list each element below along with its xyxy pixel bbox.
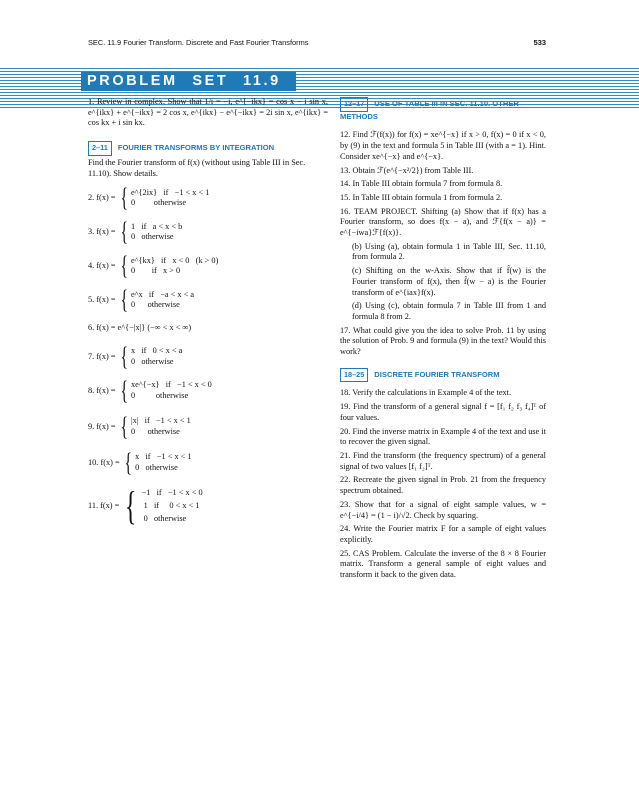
problem-13: 13. Obtain ℱ(e^{−x²/2}) from Table III. [340, 165, 474, 175]
case-2: 0 otherwise [135, 462, 178, 472]
case-1: x if 0 < x < a [130, 346, 183, 356]
header-section: SEC. 11.9 Fourier Transform. Discrete and Fast Fourier Transforms [88, 38, 309, 47]
case-2: 0 otherwise [130, 426, 180, 436]
problem-25: 25. CAS Problem. Calculate the inverse of the 8 × 8 Fourier matrix. Transform a general sample of eight values and transform it back to the given data. [340, 548, 546, 580]
title-word-2: SET [192, 73, 229, 89]
case-2: 0 otherwise [130, 232, 174, 242]
problem-15: 15. In Table III obtain formula 1 from formula 2. [340, 192, 503, 202]
problem-9 [88, 411, 328, 441]
section-number-box: 18–25 [340, 368, 368, 383]
left-column [88, 97, 328, 526]
problem-11-lhs: 11. f(x) = [88, 500, 120, 510]
problem-24: 24. Write the Fourier matrix F for a sample of eight values explicitly. [340, 524, 546, 544]
section-title: USE OF TABLE III IN SEC. 11.10. OTHER METHODS [340, 99, 519, 121]
problem-18: 18. Verify the calculations in Example 4 of the text. [340, 388, 512, 398]
case-2: 0 otherwise [130, 390, 189, 400]
case-3: 0 otherwise [141, 514, 187, 524]
problem-8-cases [131, 380, 212, 401]
problem-16d: (d) Using (c), obtain formula 7 in Table III from 1 and formula 8 from 2. [352, 301, 546, 321]
brace-icon: { [119, 341, 128, 371]
case-1: −1 if −1 < x < 0 [141, 488, 203, 498]
case-1: 1 if a < x < b [130, 221, 183, 231]
brace-icon: { [119, 375, 128, 405]
problem-7-cases [131, 346, 182, 367]
case-1: e^{2ix} if −1 < x < 1 [130, 187, 210, 197]
section-heading-2-11 [88, 141, 328, 156]
problem-10-cases [135, 452, 191, 473]
brace-icon: { [124, 447, 132, 477]
problem-8-lhs: 8. f(x) = [88, 385, 116, 395]
section-number-box: 2–11 [88, 141, 112, 156]
problem-4-cases [131, 256, 218, 277]
case-2: 0 otherwise [130, 356, 174, 366]
problem-7 [88, 341, 328, 371]
problem-23: 23. Show that for a signal of eight sample values, w = e^{−i/4} = (1 − i)/√2. Check by squaring. [340, 499, 546, 520]
section-title: FOURIER TRANSFORMS BY INTEGRATION [117, 143, 275, 153]
problem-9-cases [131, 416, 191, 437]
brace-icon: { [125, 482, 137, 528]
problem-set-title [81, 72, 296, 91]
section-title: DISCRETE FOURIER TRANSFORM [374, 369, 500, 379]
case-1: e^{kx} if x < 0 (k > 0) [130, 255, 219, 265]
brace-icon: { [119, 411, 128, 441]
brace-icon: { [119, 251, 128, 281]
problem-5-cases [131, 290, 194, 311]
brace-icon: { [119, 285, 128, 315]
problem-2-cases [131, 188, 209, 209]
problem-8 [88, 375, 328, 405]
title-word-1: PROBLEM [87, 73, 178, 89]
title-number: 11.9 [242, 73, 281, 89]
problem-4-lhs: 4. f(x) = [88, 260, 116, 270]
problem-14: 14. In Table III obtain formula 7 from formula 8. [340, 179, 503, 189]
problem-20: 20. Find the inverse matrix in Example 4 of the text and use it to recover the given signal. [340, 426, 546, 447]
brace-icon: { [119, 217, 128, 247]
problem-9-lhs: 9. f(x) = [88, 421, 116, 431]
problem-3 [88, 219, 328, 245]
case-2: 0 if x > 0 [130, 266, 181, 276]
case-1: xe^{−x} if −1 < x < 0 [130, 380, 212, 390]
problem-3-cases [131, 222, 182, 243]
problem-16b: (b) Using (a), obtain formula 1 in Table III, Sec. 11.10, from formula 2. [352, 241, 546, 262]
case-1: |x| if −1 < x < 1 [130, 416, 191, 426]
case-1: x if −1 < x < 1 [135, 452, 192, 462]
case-2: 1 if 0 < x < 1 [141, 501, 200, 511]
problem-16c: (c) Shifting on the w-Axis. Show that if f̂(w) is the Fourier transform of f(x), then f̂(w − a) is the Fourier transform of e^{iax}f(x). [352, 266, 546, 297]
problem-11-cases [142, 486, 203, 525]
running-header [88, 38, 546, 47]
problem-2 [88, 185, 328, 211]
page-number: 533 [533, 38, 546, 47]
problem-19: 19. Find the transform of a general signal f = [f₁ f₂ f₃ f₄]ᵀ of four values. [340, 402, 546, 422]
problem-11 [88, 482, 328, 528]
problem-2-lhs: 2. f(x) = [88, 192, 116, 202]
problem-3-lhs: 3. f(x) = [88, 226, 116, 236]
problem-10 [88, 447, 328, 477]
problem-5-lhs: 5. f(x) = [88, 294, 116, 304]
brace-icon: { [119, 183, 128, 213]
problem-16: 16. TEAM PROJECT. Shifting (a) Show that if f(x) has a Fourier transform, so does f(x − a), and ℱ{f(x − a)} = e^{−iwa}ℱ{f(x)}. [340, 206, 546, 238]
problem-21: 21. Find the transform (the frequency spectrum) of a general signal of two values [f₁ f₂]ᵀ. [340, 450, 546, 471]
problem-4 [88, 253, 328, 279]
case-1: e^x if −a < x < a [130, 289, 195, 299]
problem-7-lhs: 7. f(x) = [88, 351, 116, 361]
problem-22: 22. Recreate the given signal in Prob. 21 from the frequency spectrum obtained. [340, 475, 546, 496]
problem-6: 6. f(x) = e^{−|x|} (−∞ < x < ∞) [88, 323, 192, 333]
section-heading-18-25 [340, 368, 546, 383]
problem-12: 12. Find ℱ(f(x)) for f(x) = xe^{−x} if x > 0, f(x) = 0 if x < 0, by (9) in the text and formula 5 in Table III (with a = 1). Hint. Consider xe^{−x} and e^{−x}. [340, 130, 546, 161]
right-column [340, 97, 546, 581]
problem-10-lhs: 10. f(x) = [88, 457, 120, 467]
section-number-box: 12–17 [340, 97, 368, 112]
section-instructions: Find the Fourier transform of f(x) (without using Table III in Sec. 11.10). Show details. [88, 157, 306, 178]
problem-17: 17. What could give you the idea to solve Prob. 11 by using the solution of Prob. 9 and formula (9) in the text? Would this work? [340, 325, 546, 357]
problem-1: 1. Review in complex. Show that 1/i = −i, e^{−ikx} = cos x − i sin x, e^{ikx} + e^{−ikx} = 2 cos x, e^{ikx} − e^{−ikx} = 2i sin x, e^{ikx} = cos kx + i sin kx. [88, 97, 328, 128]
section-heading-12-17 [340, 97, 546, 122]
case-2: 0 otherwise [130, 300, 180, 310]
case-2: 0 otherwise [130, 198, 187, 208]
problem-5 [88, 287, 328, 313]
